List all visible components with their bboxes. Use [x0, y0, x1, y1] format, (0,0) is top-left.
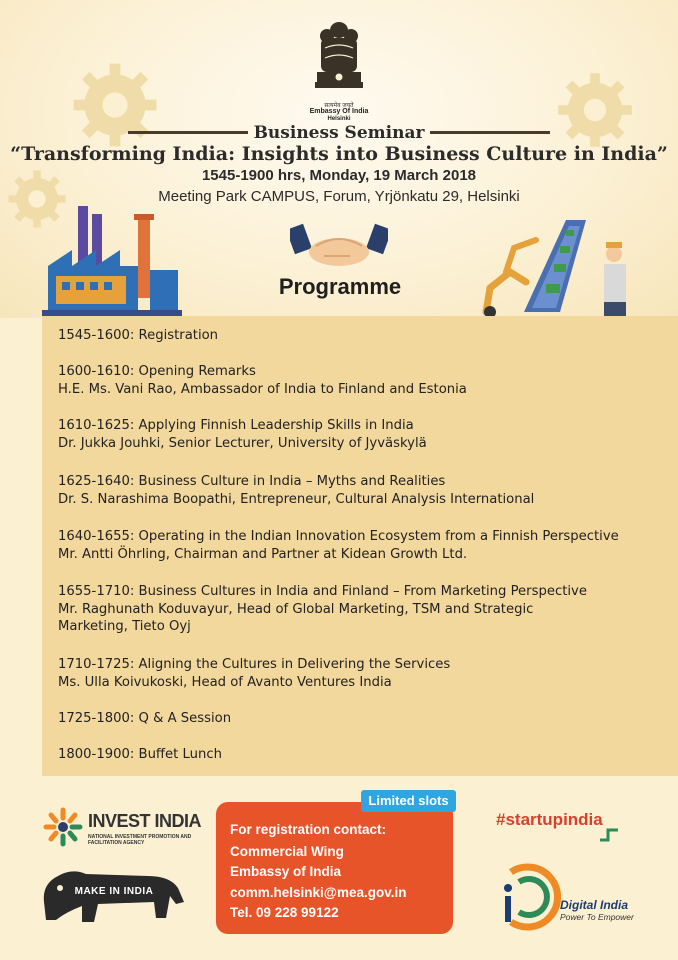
programme-time-title: 1625-1640: Business Culture in India – Myths and Realities: [58, 474, 446, 489]
robot-assembly-illustration: [476, 212, 636, 318]
contact-line-2: Embassy of India: [230, 864, 342, 879]
invest-india-title: INVEST INDIA: [88, 811, 202, 831]
digital-india-logo-icon: [497, 860, 561, 934]
invest-india-logo-icon: [42, 806, 84, 848]
contact-heading: For registration contact:: [230, 822, 387, 837]
programme-time-title: 1725-1800: Q & A Session: [58, 711, 232, 726]
digital-india-tagline: Power To Empower: [560, 912, 634, 922]
programme-time-title: 1655-1710: Business Cultures in India and Finland – From Marketing Perspective: [58, 584, 587, 599]
programme-item: [58, 528, 668, 563]
programme-speaker: Ms. Ulla Koivukoski, Head of Avanto Ventures India: [58, 674, 392, 690]
startupindia-mark-icon: [598, 826, 620, 842]
programme-item: [58, 710, 668, 728]
emblem-motto: सत्यमेव जयते: [324, 103, 354, 109]
limited-slots-badge: Limited slots: [361, 790, 456, 812]
contact-phone[interactable]: Tel. 09 228 99122: [230, 905, 339, 920]
programme-item: [58, 363, 668, 398]
event-venue: Meeting Park CAMPUS, Forum, Yrjönkatu 29, Helsinki: [158, 188, 520, 205]
programme-speaker: Mr. Raghunath Koduvayur, Head of Global Marketing, TSM and Strategic: [58, 601, 534, 617]
make-in-india-text: MAKE IN INDIA: [74, 886, 154, 897]
programme-item: [58, 473, 668, 508]
event-title: “Transforming India: Insights into Business Culture in India”: [10, 143, 668, 165]
programme-item: [58, 746, 668, 764]
programme-speaker-cont: Marketing, Tieto Oyj: [58, 619, 191, 634]
programme-item: [58, 656, 668, 691]
digital-india-name: Digital India: [560, 898, 629, 912]
programme-time-title: 1710-1725: Aligning the Cultures in Delivering the Services: [58, 657, 451, 672]
programme-speaker: Dr. Jukka Jouhki, Senior Lecturer, University of Jyväskylä: [58, 435, 427, 451]
programme-time-title: 1545-1600: Registration: [58, 328, 219, 343]
programme-speaker: Dr. S. Narashima Boopathi, Entrepreneur, Cultural Analysis International: [58, 491, 535, 507]
make-in-india-lion-icon: [38, 862, 188, 932]
programme-item: [58, 327, 668, 345]
event-datetime: 1545-1900 hrs, Monday, 19 March 2018: [201, 167, 477, 184]
national-emblem-icon: [313, 18, 365, 100]
programme-speaker: Mr. Antti Öhrling, Chairman and Partner at Kidean Growth Ltd.: [58, 546, 468, 562]
startupindia-hashtag: #startupindia: [496, 810, 603, 829]
programme-item: [58, 417, 668, 452]
contact-line-1: Commercial Wing: [230, 844, 344, 859]
programme-time-title: 1640-1655: Operating in the Indian Innovation Ecosystem from a Finnish Perspective: [58, 529, 619, 544]
programme-time-title: 1600-1610: Opening Remarks: [58, 364, 256, 379]
factory-illustration: [42, 200, 182, 316]
programme-item: [58, 583, 668, 636]
programme-time-title: 1610-1625: Applying Finnish Leadership Skills in India: [58, 418, 414, 433]
programme-speaker: H.E. Ms. Vani Rao, Ambassador of India to Finland and Estonia: [58, 381, 467, 397]
handshake-icon: [290, 222, 388, 272]
embassy-city: Helsinki: [327, 116, 351, 122]
invest-india-subtitle: NATIONAL INVESTMENT PROMOTION AND FACILITATION AGENCY: [88, 834, 192, 846]
contact-email[interactable]: comm.helsinki@mea.gov.in: [230, 885, 407, 900]
programme-time-title: 1800-1900: Buffet Lunch: [58, 747, 222, 762]
event-type: Business Seminar: [253, 123, 425, 143]
programme-heading: Programme: [278, 274, 402, 299]
embassy-name: Embassy Of India: [309, 108, 369, 115]
